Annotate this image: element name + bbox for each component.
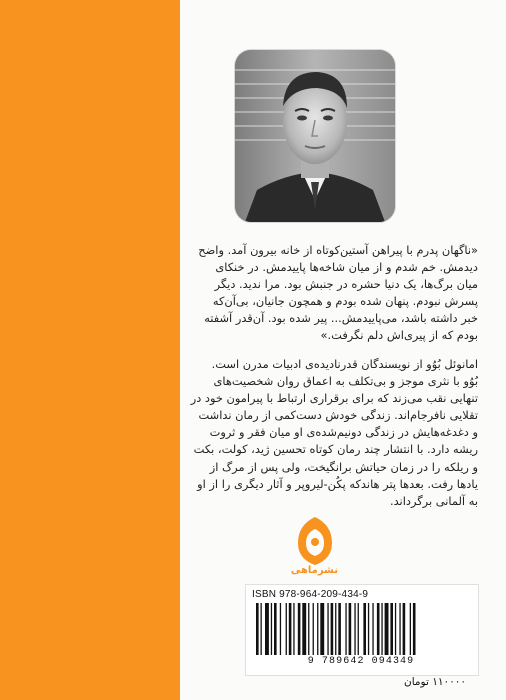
quote-line: دیدمش. خم شدم و از میان شاخه‌ها پاییدمش. در خنکای (215, 260, 478, 275)
quote-line: میان برگ‌ها، یک دنیا حشره در جنبش بود. مرا ندید. دیگر (214, 277, 478, 292)
bio-line: ریشه دارد. با انتشار چند رمان کوتاه تحسین ژید، کولت، بکت (193, 442, 478, 457)
orange-spine (0, 0, 180, 700)
bio-line: به آلمانی برگرداند. (389, 493, 478, 508)
author-bio (188, 356, 478, 510)
quote-line: «ناگهان پدرم با پیراهن آستین‌کوتاه از خانه بیرون آمد. واضح (198, 243, 478, 257)
bio-line: و ریلکه را در زمان حیاتش برانگیخت، ولی پس از مرگ از (209, 459, 478, 474)
bio-line: بُوُو با نثری موجز و بی‌تکلف به اعماق روان شخصیت‌های (213, 374, 478, 389)
bio-line: تنهایی نقب می‌زند که برای برقراری ارتباط با پیرامون خود در (190, 391, 478, 406)
bio-line: تقلایی نافرجام‌اند. زندگی خودش دست‌کمی از رمان نداشت (198, 408, 478, 423)
bio-line: و دغدغه‌هایش در زندگی دونیم‌شده‌ی او میان فقر و ثروت (209, 425, 478, 440)
quote-line: پسرش نبودم. پنهان شده بودم و همچون جانیان، بی‌آن‌که (212, 294, 478, 309)
bio-line: امانوئل بُوُو از نویسندگان قدرنادیده‌ی ادبیات مدرن است. (211, 357, 478, 371)
bio-line: یادها رفت. بعدها پتر هاندکه پکُن-لیروپر و آثار دیگری را از او (197, 476, 478, 491)
price-label: ۱۱۰۰۰۰ تومان (404, 676, 467, 688)
isbn-text: ISBN 978-964-209-434-9 (252, 589, 369, 600)
publisher-logo (292, 515, 338, 581)
barcode (252, 603, 472, 655)
barcode-digits: 9 789642 094349 (307, 656, 415, 667)
isbn-barcode-box (245, 584, 479, 676)
publisher-logo-text: نشرماهی (290, 565, 338, 576)
quote-line: خبر داشته باشد، می‌پاییدمش... پیر شده بود. آن‌قدر آشفته (204, 311, 478, 326)
quote-line: بودم که از پیری‌اش دلم نگرفت.» (320, 328, 478, 343)
author-photo (235, 50, 395, 222)
quote-block (188, 242, 478, 345)
